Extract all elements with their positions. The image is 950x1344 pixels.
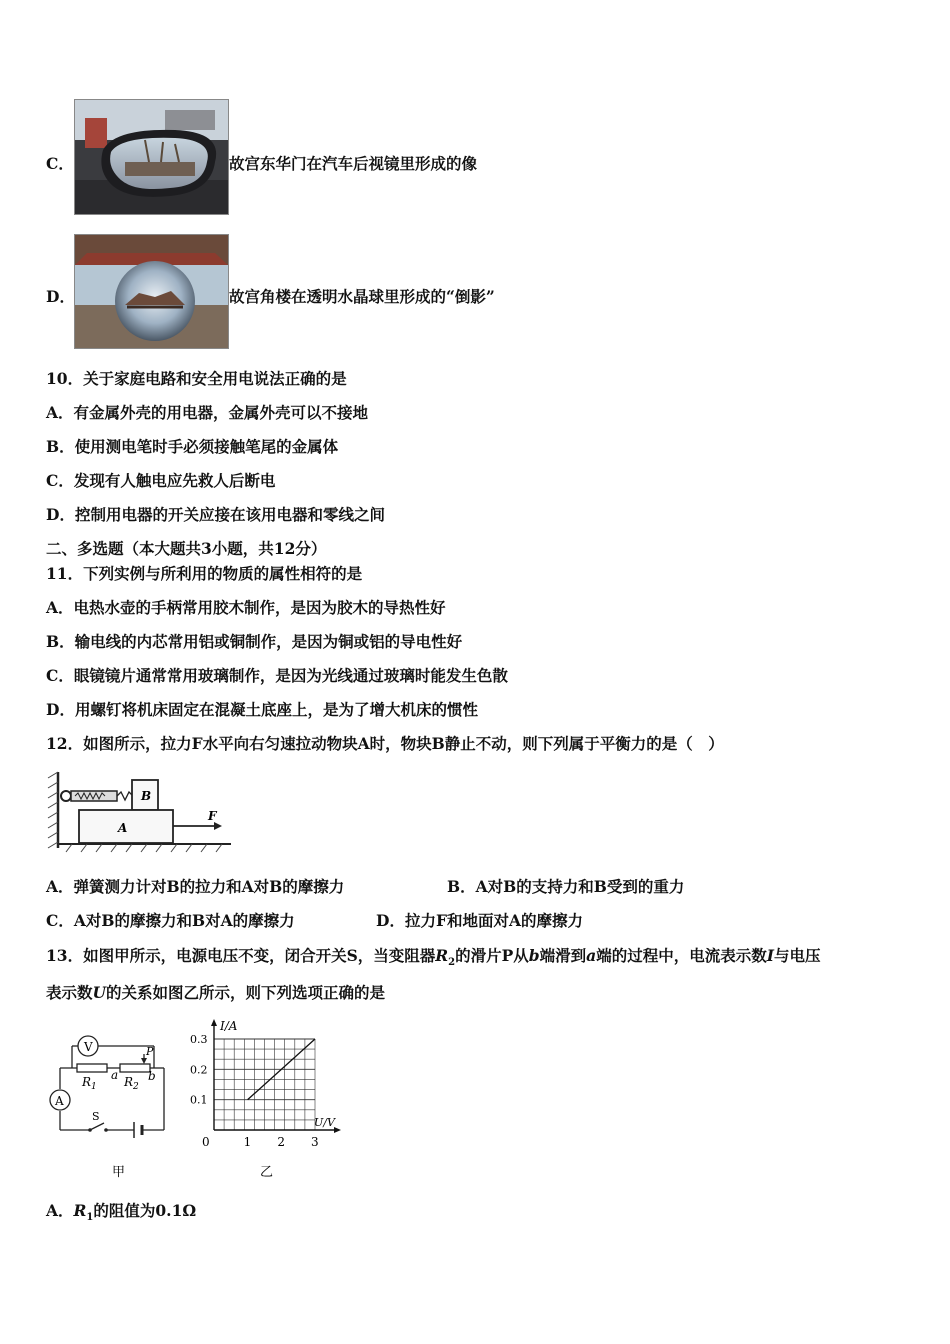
q9-option-c-label: C． bbox=[46, 154, 74, 173]
q12-option-b: B．A对B的支持力和B受到的重力 bbox=[447, 877, 685, 896]
section-heading: 二、多选题（本大题共3小题，共12分） bbox=[46, 539, 327, 558]
q12-option-d: D．拉力F和地面对A的摩擦力 bbox=[376, 911, 583, 930]
y-axis-label: I/A bbox=[220, 1019, 238, 1033]
x-axis-arrow bbox=[334, 1127, 341, 1133]
car-mirror-photo bbox=[74, 99, 229, 215]
q12-figure bbox=[46, 768, 236, 858]
q13-iu-graph bbox=[186, 1016, 346, 1181]
r1-label: $R_1$ bbox=[82, 1075, 97, 1092]
q11-option-c: C．眼镜镜片通常常用玻璃制作，是因为光线通过玻璃时能发生色散 bbox=[46, 666, 508, 685]
q12-option-c: C．A对B的摩擦力和B对A的摩擦力 bbox=[46, 911, 295, 930]
block-a-label: A bbox=[118, 821, 128, 835]
y-tick-label: 0.2 bbox=[190, 1063, 208, 1077]
x-tick-label: 3 bbox=[311, 1135, 319, 1149]
q11-option-b: B．输电线的内芯常用铝或铜制作，是因为铜或铝的导电性好 bbox=[46, 632, 463, 651]
y-axis-arrow bbox=[211, 1019, 217, 1026]
q11-option-d: D．用螺钉将机床固定在混凝土底座上，是为了增大机床的惯性 bbox=[46, 700, 478, 719]
crystal-ball-photo bbox=[74, 234, 229, 349]
ammeter-label: A bbox=[55, 1094, 64, 1108]
end-b-label: b bbox=[148, 1069, 156, 1083]
q9-option-d-label: D． bbox=[46, 287, 75, 306]
q11-option-a: A．电热水壶的手柄常用胶木制作，是因为胶木的导热性好 bbox=[46, 598, 446, 617]
q10-stem: 10．关于家庭电路和安全用电说法正确的是 bbox=[46, 369, 347, 388]
q13-option-a: A．$R_1$的阻值为0.1Ω bbox=[46, 1201, 197, 1224]
circuit-caption: 甲 bbox=[112, 1165, 126, 1180]
y-tick-label: 0.3 bbox=[190, 1033, 208, 1046]
block-b-label: B bbox=[141, 789, 152, 803]
graph-caption: 乙 bbox=[260, 1165, 274, 1180]
x-tick-label: 1 bbox=[243, 1135, 252, 1149]
q13-stem-line2: 表示数U的关系如图乙所示，则下列选项正确的是 bbox=[46, 983, 386, 1002]
x-axis-label: U/V bbox=[314, 1116, 335, 1129]
q10-option-b: B．使用测电笔时手必须接触笔尾的金属体 bbox=[46, 437, 339, 456]
q10-option-d: D．控制用电器的开关应接在该用电器和零线之间 bbox=[46, 505, 385, 524]
q10-option-a: A．有金属外壳的用电器，金属外壳可以不接地 bbox=[46, 403, 369, 422]
x-tick-label: 2 bbox=[277, 1135, 285, 1149]
q11-stem: 11．下列实例与所利用的物质的属性相符的是 bbox=[46, 564, 363, 583]
switch-label: S bbox=[92, 1110, 100, 1123]
y-tick-label: 0.1 bbox=[190, 1093, 208, 1107]
q10-option-c: C．发现有人触电应先救人后断电 bbox=[46, 471, 276, 490]
force-label: F bbox=[208, 809, 217, 823]
slider-p-label: P bbox=[146, 1045, 154, 1058]
q9-option-d-text: 故宫角楼在透明水晶球里形成的“倒影” bbox=[229, 287, 495, 306]
end-a-label: a bbox=[111, 1068, 119, 1082]
q9-option-c-text: 故宫东华门在汽车后视镜里形成的像 bbox=[229, 154, 478, 173]
q12-option-a: A．弹簧测力计对B的拉力和A对B的摩擦力 bbox=[46, 877, 345, 896]
voltmeter-label: V bbox=[84, 1040, 93, 1054]
q13-circuit-diagram bbox=[44, 1030, 184, 1180]
q12-stem: 12．如图所示，拉力F水平向右匀速拉动物块A时，物块B静止不动，则下列属于平衡力的是（ ） bbox=[46, 734, 724, 753]
x-tick-label: 0 bbox=[202, 1135, 210, 1149]
r2-label: $R_2$ bbox=[124, 1075, 139, 1092]
q13-stem-line1: 13．如图甲所示，电源电压不变，闭合开关S，当变阻器$R_2$的滑片P从b端滑到a端的过程中，电流表示数I与电压 bbox=[46, 946, 821, 969]
